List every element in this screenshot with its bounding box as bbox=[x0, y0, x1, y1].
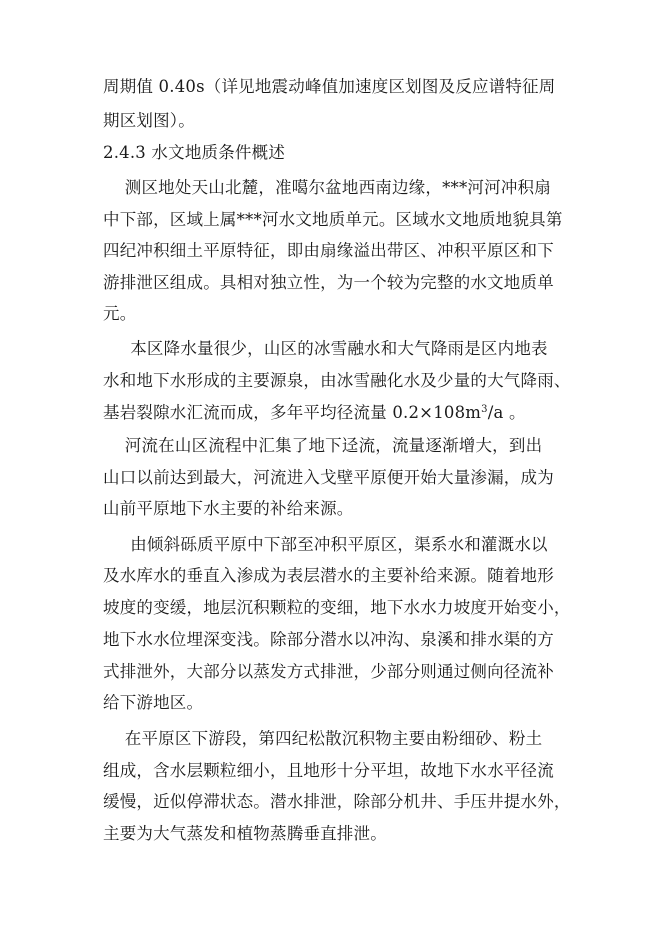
text-line-18: 地下水水位埋深变浅。除部分潜水以冲沟、泉溪和排水渠的方 bbox=[103, 630, 554, 649]
text-line-19: 式排泄外，大部分以蒸发方式排泄，少部分则通过侧向径流补 bbox=[103, 662, 554, 681]
text-line-1: 周期值 0.40s（详见地震动峰值加速度区划图及反应谱特征周 bbox=[103, 77, 556, 96]
text-line-20: 给下游地区。 bbox=[103, 693, 204, 712]
flow-text: 基岩裂隙水汇流而成，多年平均径流量 0.2×108m bbox=[103, 403, 482, 422]
text-line-9: 本区降水量很少，山区的冰雪融水和大气降雨是区内地表 bbox=[103, 339, 548, 358]
text-line-5: 中下部，区域上属***河水文地质单元。区域水文地质地貌具第 bbox=[103, 210, 563, 229]
text-line-23: 缓慢，近似停滞状态。潜水排泄，除部分机井、手压井提水外， bbox=[103, 792, 571, 811]
text-line-4: 测区地处天山北麓，准噶尔盆地西南边缘，***河河冲积扇 bbox=[103, 178, 551, 197]
text-line-10: 水和地下水形成的主要源泉，由冰雪融化水及少量的大气降雨、 bbox=[103, 371, 571, 390]
text-line-17: 坡度的变缓，地层沉积颗粒的变细，地下水水力坡度开始变小， bbox=[103, 598, 571, 617]
text-line-2: 期区划图）。 bbox=[103, 111, 195, 130]
text-line-21: 在平原区下游段，第四纪松散沉积物主要由粉细砂、粉土 bbox=[103, 729, 543, 748]
text-line-6: 四纪冲积细土平原特征，即由扇缘溢出带区、冲积平原区和下 bbox=[103, 241, 554, 260]
flow-superscript: 3 bbox=[481, 404, 488, 415]
section-heading: 2.4.3 水文地质条件概述 bbox=[103, 143, 286, 162]
text-line-15: 由倾斜砾质平原中下部至冲积平原区，渠系水和灌溉水以 bbox=[103, 535, 548, 554]
text-line-24: 主要为大气蒸发和植物蒸腾垂直排泄。 bbox=[103, 824, 387, 843]
text-line-11 bbox=[103, 403, 526, 423]
text-line-7: 游排泄区组成。具相对独立性，为一个较为完整的水文地质单 bbox=[103, 273, 554, 292]
text-line-16: 及水库水的垂直入渗成为表层潜水的主要补给来源。随着地形 bbox=[103, 566, 554, 585]
text-line-13: 山口以前达到最大，河流进入戈壁平原便开始大量渗漏，成为 bbox=[103, 468, 554, 487]
text-line-14: 山前平原地下水主要的补给来源。 bbox=[103, 499, 354, 518]
text-line-8: 元。 bbox=[103, 304, 137, 323]
text-line-12: 河流在山区流程中汇集了地下迳流，流量逐渐增大，到出 bbox=[103, 436, 543, 455]
flow-unit-tail: /a 。 bbox=[487, 403, 526, 422]
text-line-22: 组成，含水层颗粒细小，且地形十分平坦，故地下水水平径流 bbox=[103, 761, 554, 780]
